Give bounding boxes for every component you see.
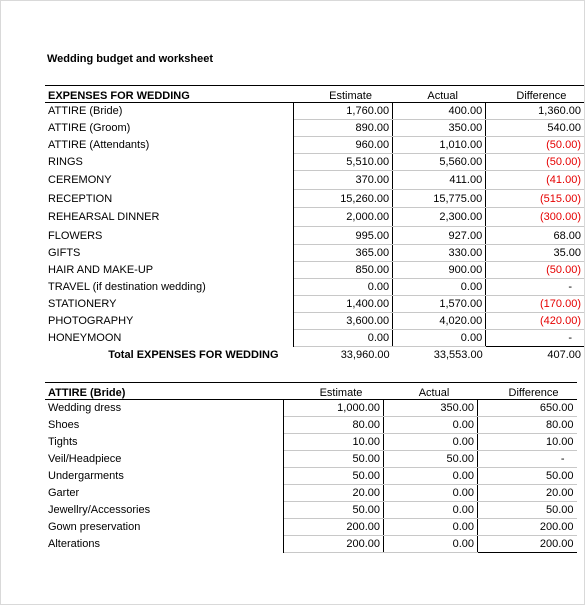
total-row [45,347,584,364]
total-actual: 33,553.00 [433,349,483,361]
difference-cell: 650.00 [478,400,577,417]
table-row [45,451,577,468]
estimate-cell: 50.00 [284,502,384,519]
table-row [45,400,577,417]
estimate-cell: 3,600.00 [294,313,393,330]
row-label: HONEYMOON [45,330,294,347]
row-label: RINGS [45,154,294,171]
actual-cell: 350.00 [384,400,478,417]
table-row [45,330,584,347]
actual-cell: 4,020.00 [393,313,486,330]
actual-cell: 0.00 [384,536,478,553]
expenses-header-difference: Difference [486,86,584,103]
estimate-cell: 960.00 [294,137,393,154]
row-label: ATTIRE (Groom) [45,120,294,137]
table-row [45,227,584,245]
difference-cell: (420.00) [486,313,584,330]
actual-cell: 350.00 [393,120,486,137]
total-label: Total EXPENSES FOR WEDDING [108,348,279,361]
table-row [45,154,584,171]
row-label: Wedding dress [45,400,284,417]
expenses-table [45,85,584,363]
difference-cell: 10.00 [478,434,577,451]
actual-cell: 400.00 [393,103,486,120]
actual-cell: 0.00 [384,485,478,502]
table-row [45,245,584,262]
estimate-cell: 10.00 [284,434,384,451]
row-label: PHOTOGRAPHY [45,313,294,330]
estimate-cell: 2,000.00 [294,208,393,227]
row-label: TRAVEL (if destination wedding) [45,279,294,296]
table-row [45,519,577,536]
difference-cell: - [486,279,584,296]
table-row [45,137,584,154]
actual-cell: 0.00 [384,519,478,536]
expenses-header-estimate: Estimate [294,86,393,103]
total-difference: 407.00 [547,349,581,361]
actual-cell: 0.00 [393,279,486,296]
estimate-cell: 0.00 [294,330,393,347]
row-label: GIFTS [45,245,294,262]
estimate-cell: 20.00 [284,485,384,502]
row-label: Undergarments [45,468,284,485]
table-row [45,502,577,519]
estimate-cell: 1,000.00 [284,400,384,417]
estimate-cell: 890.00 [294,120,393,137]
row-label: Shoes [45,417,284,434]
estimate-cell: 1,760.00 [294,103,393,120]
difference-cell: 50.00 [478,468,577,485]
table-row [45,485,577,502]
row-label: RECEPTION [45,190,294,208]
estimate-cell: 15,260.00 [294,190,393,208]
actual-cell: 1,010.00 [393,137,486,154]
row-label: Gown preservation [45,519,284,536]
table-row [45,313,584,330]
expenses-header-row [45,86,584,103]
difference-cell: 35.00 [486,245,584,262]
difference-cell: 50.00 [478,502,577,519]
difference-cell: 80.00 [478,417,577,434]
difference-cell: 200.00 [478,519,577,536]
difference-cell: (50.00) [486,262,584,279]
attire-bride-header-name: ATTIRE (Bride) [45,383,284,400]
row-label: Garter [45,485,284,502]
estimate-cell: 995.00 [294,227,393,245]
table-row [45,120,584,137]
row-label: STATIONERY [45,296,294,313]
difference-cell: (300.00) [486,208,584,227]
estimate-cell: 1,400.00 [294,296,393,313]
actual-cell: 0.00 [393,330,486,347]
estimate-cell: 50.00 [284,451,384,468]
actual-cell: 927.00 [393,227,486,245]
expenses-header-name: EXPENSES FOR WEDDING [45,86,294,103]
difference-cell: (41.00) [486,171,584,190]
actual-cell: 0.00 [384,434,478,451]
estimate-cell: 370.00 [294,171,393,190]
difference-cell: 68.00 [486,227,584,245]
actual-cell: 2,300.00 [393,208,486,227]
actual-cell: 50.00 [384,451,478,468]
estimate-cell: 850.00 [294,262,393,279]
table-row [45,417,577,434]
table-row [45,262,584,279]
table-row [45,468,577,485]
actual-cell: 0.00 [384,502,478,519]
row-label: REHEARSAL DINNER [45,208,294,227]
estimate-cell: 200.00 [284,519,384,536]
row-label: ATTIRE (Bride) [45,103,294,120]
difference-cell: (50.00) [486,137,584,154]
actual-cell: 411.00 [393,171,486,190]
table-row [45,208,584,227]
attire-bride-header-row [45,383,577,400]
actual-cell: 5,560.00 [393,154,486,171]
difference-cell: - [486,330,584,347]
row-label: Alterations [45,536,284,553]
difference-cell: (170.00) [486,296,584,313]
table-row [45,296,584,313]
estimate-cell: 50.00 [284,468,384,485]
table-row [45,434,577,451]
estimate-cell: 365.00 [294,245,393,262]
attire-bride-header-actual: Actual [384,383,478,400]
table-row [45,279,584,296]
difference-cell: 1,360.00 [486,103,584,120]
table-row [45,103,584,120]
attire-bride-header-estimate: Estimate [284,383,384,400]
difference-cell: - [478,451,577,468]
actual-cell: 900.00 [393,262,486,279]
row-label: Veil/Headpiece [45,451,284,468]
actual-cell: 330.00 [393,245,486,262]
attire-bride-table [45,382,577,553]
table-row [45,190,584,208]
difference-cell: (515.00) [486,190,584,208]
difference-cell: 20.00 [478,485,577,502]
document-title: Wedding budget and worksheet [47,53,214,65]
actual-cell: 15,775.00 [393,190,486,208]
row-label: Jewellry/Accessories [45,502,284,519]
table-row [45,536,577,553]
difference-cell: (50.00) [486,154,584,171]
row-label: FLOWERS [45,227,294,245]
total-estimate: 33,960.00 [340,349,390,361]
difference-cell: 200.00 [478,536,577,553]
actual-cell: 0.00 [384,417,478,434]
row-label: HAIR AND MAKE-UP [45,262,294,279]
estimate-cell: 5,510.00 [294,154,393,171]
estimate-cell: 80.00 [284,417,384,434]
table-row [45,171,584,190]
expenses-header-actual: Actual [393,86,486,103]
row-label: ATTIRE (Attendants) [45,137,294,154]
actual-cell: 0.00 [384,468,478,485]
estimate-cell: 200.00 [284,536,384,553]
estimate-cell: 0.00 [294,279,393,296]
attire-bride-header-difference: Difference [478,383,577,400]
row-label: CEREMONY [45,171,294,190]
actual-cell: 1,570.00 [393,296,486,313]
row-label: Tights [45,434,284,451]
difference-cell: 540.00 [486,120,584,137]
